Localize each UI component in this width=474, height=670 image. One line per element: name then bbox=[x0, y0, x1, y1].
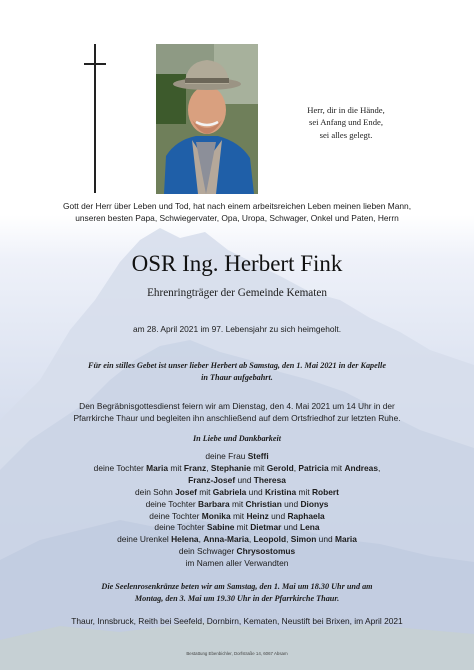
mourner-line: deine Tochter Maria mit Franz, Stephanie mit Gerold, Patricia mit Andreas, bbox=[93, 462, 381, 473]
rosary-line: Die Seelenrosenkränze beten wir am Samstag, den 1. Mai um 18.30 Uhr und am bbox=[101, 582, 373, 591]
prayer-line: Für ein stilles Gebet ist unser lieber Herbert ab Samstag, den 1. Mai 2021 in der Kapelle bbox=[88, 361, 386, 370]
deceased-name: OSR Ing. Herbert Fink bbox=[131, 251, 343, 276]
verse bbox=[276, 104, 416, 141]
intro-text bbox=[0, 200, 474, 225]
rosary-line: Montag, den 3. Mai um 19.30 Uhr in der Pfarrkirche Thaur. bbox=[134, 594, 340, 604]
funeral-service-notice bbox=[0, 400, 474, 424]
places-date-line: Thaur, Innsbruck, Reith bei Seefeld, Dornbirn, Kematen, Neustift bei Brixen, im April 2021 bbox=[71, 616, 403, 626]
mourners-list bbox=[0, 451, 474, 570]
mourner-line: deine Tochter Barbara mit Christian und Dionys bbox=[145, 498, 329, 509]
verse-line: sei alles gelegt. bbox=[319, 129, 373, 140]
mourner-line: deine Tochter Sabine mit Dietmar und Lena bbox=[154, 522, 320, 533]
mourner-line: dein Schwager Chrysostomus bbox=[178, 546, 296, 557]
cross-icon bbox=[94, 44, 96, 193]
funeral-home-footer: Bestattung Ebenbichler, Dorfstraße 14, 6067 Absam bbox=[186, 651, 288, 656]
service-line: Den Begräbnisgottesdienst feiern wir am Dienstag, den 4. Mai 2021 um 14 Uhr in der bbox=[79, 401, 395, 411]
prayer-notice bbox=[0, 360, 474, 384]
mourner-line: im Namen aller Verwandten bbox=[185, 558, 289, 569]
in-love-heading: In Liebe und Dankbarkeit bbox=[192, 434, 282, 443]
intro-line: unseren besten Papa, Schwiegervater, Opa, Uropa, Schwager, Onkel und Paten, Herrn bbox=[75, 213, 399, 224]
mourner-line: dein Sohn Josef mit Gabriela und Kristina mit Robert bbox=[135, 486, 339, 497]
mourner-line: deine Frau Steffi bbox=[205, 451, 269, 461]
rosary-notice bbox=[0, 581, 474, 605]
honorary-title: Ehrenringträger der Gemeinde Kematen bbox=[147, 287, 327, 299]
verse-line: sei Anfang und Ende, bbox=[309, 117, 383, 128]
service-line: Pfarrkirche Thaur und begleiten ihn anschließend auf dem Ortsfriedhof zur letzten Ruhe. bbox=[73, 413, 401, 424]
verse-line: Herr, dir in die Hände, bbox=[307, 105, 385, 115]
cross-bar bbox=[84, 63, 106, 65]
mourner-line: deine Tochter Monika mit Heinz und Raphaela bbox=[149, 510, 325, 521]
death-date-line: am 28. April 2021 im 97. Lebensjahr zu sich heimgeholt. bbox=[132, 324, 342, 334]
mourner-line: deine Urenkel Helena, Anna-Maria, Leopold, Simon und Maria bbox=[117, 534, 357, 545]
portrait-photo bbox=[156, 44, 258, 194]
intro-line: Gott der Herr über Leben und Tod, hat nach einem arbeitsreichen Leben meinen lieben Mann, bbox=[62, 201, 412, 211]
mourner-line: Franz-Josef und Theresa bbox=[188, 474, 286, 485]
prayer-line: in Thaur aufgebahrt. bbox=[201, 373, 273, 382]
